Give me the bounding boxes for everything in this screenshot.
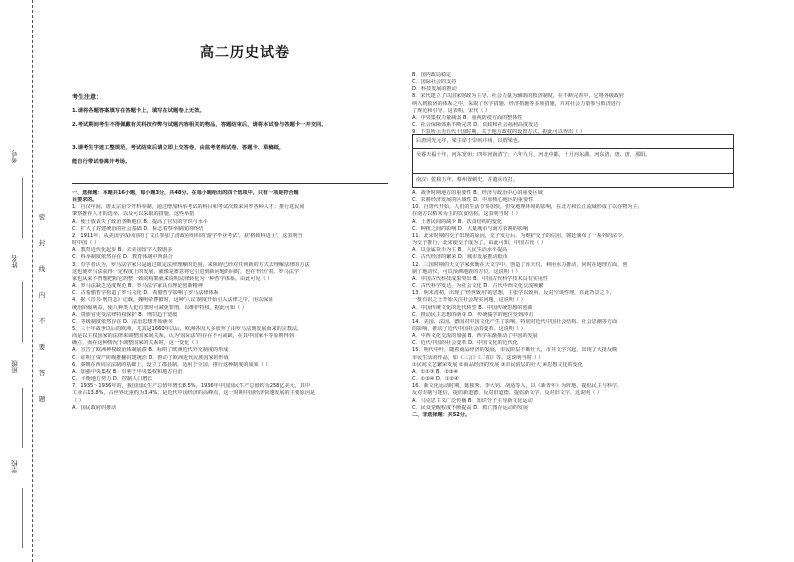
text-line: 6．秦朝在西周宗法制的基础上，设立了郡县制，适用于全国，推行这种制度的成果（ ） <box>72 361 271 368</box>
seal-char: 内 <box>38 291 46 299</box>
option-line: A．国民政府的推动 <box>72 404 117 411</box>
name-label: 姓名 <box>11 255 19 268</box>
text-line: 3．有学者认为，罗马法学家只是通过限定法律理解的范围，来阻碍已经对任何新的方式去理解法律的方法 <box>72 261 310 268</box>
page-title: 高二历史试卷 <box>200 45 290 61</box>
option-line: A．加强中央集权 B．有利于中央集权和地方自治 <box>72 368 183 375</box>
option-line: C．国际社会的支持 <box>412 79 457 86</box>
option-line: C．古代经济的繁荣 D．城市发展推动纸币 <box>412 254 508 261</box>
option-line: A．宣告了欧洲神权政治体制崩溃 B．标明了欧洲近代外交制度的形成 <box>72 347 229 354</box>
table-row: 南汉：乾和五年，蔡州置刺史，并遣兵攻打。 <box>416 176 518 183</box>
option-line: A．使士族丧失了政治垄断地位 B．提高了官员的学识与水平 <box>72 218 208 225</box>
notice-line: 2.考试期间考生不得佩戴有关科技作弊与试题内容相关的物品，答题结束后，请将本试卷与答题卡一并交回。 <box>72 122 327 128</box>
text-line: 8．宋代建立了以国家财政为主导、社会力量为辅助的救济制度，在不断完善中，它将各级政府 <box>412 93 625 100</box>
option-line: A．中西文化交流的加强 B．西学东渐推动了中国的发展 <box>412 333 538 340</box>
option-line: A．中国古代科技成果突出 B．中国古代科学技术具有实用性 <box>412 275 548 282</box>
text-line: 4．据《晋书·刑罚志》记载，魏明帝曹叡时，这种'八议'制度开始引入法律之中，用以保证 <box>72 297 274 304</box>
text-line: 这也使罗马法获得一定程度上的发展，就像是蓄意将它引进到新问题的同时，也在'经历'着。罗马法学 <box>72 268 299 275</box>
right-column-bottom <box>412 190 734 419</box>
exam-number-line <box>22 178 23 238</box>
school-line <box>22 488 23 548</box>
text-line: 7．1935～1936年的，我国国民生产总值年增长8.5%，1936年中国国民生产总值约为258亿美元，其中 <box>72 383 310 390</box>
notice-line: 能自行带试卷离开考场。 <box>72 159 131 165</box>
option-line: C．农耕经济发展的区域性 D．中原核心地区的重要性 <box>412 197 534 204</box>
text-line: 9．下表所示为五代十国时期，关于地方政权的设置方式，据此可以得出（ ） <box>412 129 585 136</box>
text-line: 10．自唐代开始，人们的生活节奏加快，但受地理环境的影响，在北方和长江流域形成了以谷物为主、 <box>412 204 643 211</box>
option-line: C．①③④ D．①②④ <box>412 376 459 383</box>
name-line <box>22 282 23 342</box>
option-line: A．战争时期地方的重要性 B．经济与政治中心的重要区域 <box>412 190 543 196</box>
text-line: 反对专制与迷信，提倡新道德，反对旧道德，提倡新文学，反对旧文学。这说明（ ） <box>412 390 603 397</box>
text-line: 肇察推荐人才的选举，以及可以采取的措施。这些举措 <box>72 211 195 218</box>
section-heading: 二、非选择题：共52分。 <box>412 411 471 418</box>
notice-heading: 考生注意： <box>72 94 103 101</box>
seal-char: 不 <box>38 317 46 325</box>
option-line: C．等级制度依然存在 D．法治思想开始萌芽 <box>72 318 173 325</box>
seal-char: 密 <box>38 213 46 221</box>
text-line: 市民生活的作品，如《三言》《二拍》等。这说明当时（ ） <box>412 354 544 361</box>
exam-number-label: 考号 <box>11 150 19 163</box>
table-row: 后唐同光元年，梁主命于崇州汴州，以谓梁也。 <box>413 135 733 149</box>
seal-char: 题 <box>38 395 46 403</box>
option-line: A．教育近代化起步 B．去美国留学人数剧多 <box>72 247 173 254</box>
text-line: 5．三十年战争以后的欧洲，尤其是1660年以后，欧洲各国大多放弃了由罗马法典发展而来的宗教法， <box>72 325 303 332</box>
text-line: 目要求的。 <box>72 197 98 204</box>
class-label: 班级 <box>11 360 19 373</box>
option-line: A．中央集权力量减弱 B．重视防疫方面的整体性 <box>412 114 523 121</box>
option-line: A．贵族官吏受法律特权保护 B．刑罚趋于宽缓 <box>72 311 178 318</box>
text-line: 1．自汉年间，唐太宗诏令开科举制，通过增加科举考试的科目和考试次数来同罗各种人才；推行选民间 <box>72 204 305 211</box>
text-line: 一批有识之士开始关注社会现实问题。这说明（ ） <box>412 297 526 304</box>
text-line: 16．新文化运动时期，陈独秀、李大钊、胡适等人，以《新青年》为阵地，提倡民主与科学， <box>412 383 623 390</box>
school-label: 学校 <box>11 460 19 473</box>
text-line: 2．1911年，从美国学成回国的丁文江参加了清政府组织的'游学毕业考试'，获'格致科进士'，这表明当 <box>72 232 303 239</box>
left-column <box>72 190 390 412</box>
right-column-top <box>412 72 734 136</box>
seal-char: 答 <box>38 369 46 377</box>
class-line <box>22 388 23 448</box>
text-line: 工业占13.8%，占世界比重约为3.4%，是近代中国经济的高峰点，这一时期中国经济快速发展的主要原因是 <box>72 390 316 397</box>
table-row: 吴睿天福十年，河东宽州；四年河南清宁；六年九月，河北中都，十月河东湖、河东清，唐、唐，那阳。 <box>413 149 733 174</box>
option-line: C．古代科学发达，为社会文化 D．古代中西文化交流频繁 <box>412 283 544 290</box>
text-line: 确立，而在这种情况下调整国家的关系时，这一变化（ ） <box>72 340 201 347</box>
option-line: C．社会保障体系不断完善 D．荒政和社会福利高度发达 <box>412 122 539 129</box>
header-divider <box>72 183 388 184</box>
seal-char: 要 <box>38 343 46 351</box>
text-line: 11．北宋时期的交子出现的原因，交子发行后，为维护交子的信用，朝廷颁布了一系列的法令， <box>412 232 628 239</box>
option-line: C．民众觉醒程度不断提高 D．救亡图存运动的发展 <box>412 404 529 411</box>
option-line: A．①②③ B．②③④ <box>412 368 459 375</box>
option-line: D．科技发展的推动 <box>412 86 457 93</box>
text-line: ①民间文艺繁荣发展 ②商品经济的发展 ③市民阶层的壮大 ④思想文化的变化 <box>412 361 583 368</box>
section-heading: 一、选择题：本题共16小题，每小题3分，共48分。在每小题给出的四个选项中，只有一项是符合题 <box>72 190 299 196</box>
option-line: C．近代中国的社会变革 D．中国文化的近代化 <box>412 340 518 347</box>
notice-line: 3.请考生字迹工整规范，考试结束后请立即上交答卷，由监考老师试卷、答题卡、草稿纸， <box>72 145 285 151</box>
text-line: 了规范和引导。这表明，宋代（ ） <box>412 107 491 114</box>
binding-dashed-line <box>32 0 33 562</box>
option-line: C．证明了资产阶级推翻封建统治 D．推动了欧洲近代民族国家的形成 <box>72 354 229 361</box>
option-line: A．中国传统文化的近代转型 B．中国传统思想的创新 <box>412 304 533 311</box>
notice-line: 1.请将各题答案填写在答题卡上，填写在试题卷上无效。 <box>72 108 205 114</box>
text-line: 15．明代中叶，随着商品经济的发展，市民阶层不断壮大，市井文学兴起，出现了大批反映 <box>412 347 618 354</box>
text-line: 制了地动仪，可以预测地震的方位。这说明（ ） <box>412 268 521 275</box>
text-line: 为交子推行，北宋使交子成为了。由此可知，中国古代（ ） <box>412 240 547 247</box>
option-line: A．罗马法缺乏适度规范 B．罗马法学家具有理论创新精神 <box>72 283 203 290</box>
text-line: （ ） <box>72 397 84 404</box>
text-line: 时中国（ ） <box>72 240 100 247</box>
text-line: 14．美国、法国、德国对中国文化产生了影响，特别对近代中国社会结构、社会思潮等方面 <box>412 318 618 325</box>
option-line: A．土著民间的减少 B．饮食结构的变化 <box>412 218 503 225</box>
text-line: 统治阶级利益，使八种类人犯有罪时可减免罪刑，以维护特权。据此可知（ ） <box>72 304 247 311</box>
text-line: 家也从来不曾想把握它的整一致的构架就来说明法律转化为一种哲学体系。由此可见（ ） <box>72 275 273 282</box>
option-line: C．平衡地方势力 D．控制人口增长 <box>72 376 153 383</box>
seal-char: 线 <box>38 265 46 273</box>
text-line: 13．明末清初，出现了'经世致用'的思想，主张学以致用，反对空谈性理，在此背景之下， <box>412 290 615 297</box>
source-table <box>412 134 734 188</box>
option-line: C．科举制度依然存在 D．教育体制中西混合 <box>72 254 173 261</box>
text-line: 的影响，推动了近代中国社会的变革。这说明（ ） <box>412 325 526 332</box>
option-line: C．种植之间的影响 D．大量城市与南方农耕的影响 <box>412 225 529 232</box>
option-line: A．马克思主义广泛传播 B．知识分子主导新文化运动 <box>412 397 533 404</box>
option-line: A．以金属货币为主 B．人民生活水平提高 <box>412 247 508 254</box>
option-line: B．国内政局稳定 <box>412 72 452 78</box>
option-line: C．古希腊哲学构造了罗马文化 D．希腊哲学影响了罗马法律体系 <box>72 290 219 297</box>
text-line: 而是以主权国家的法律来调整国家间关系，认为'国际法'的存在不可或缺，在其中国家平等原则得到 <box>72 333 294 340</box>
text-line: 纳入到救济的体系之中，采取了医学措施、经济措施等多项措施，并对社会力量参与救济进行 <box>412 100 621 107</box>
text-line: 12．三国时期的天文学家张衡在天文学中，创造了浑天仪，利用水力推动，同时在地理方面，创 <box>412 261 628 268</box>
text-line: 在南方以稻米为主的饮食结构。这表明当时（ ） <box>412 211 521 218</box>
option-line: C．扩大了封建统治的社会基础 D．标志着察举制度的终结 <box>72 225 204 232</box>
seal-char: 封 <box>38 239 46 247</box>
option-line: C．推动民主思想的萌芽 D．传统儒学的地位受到冲击 <box>412 311 534 318</box>
